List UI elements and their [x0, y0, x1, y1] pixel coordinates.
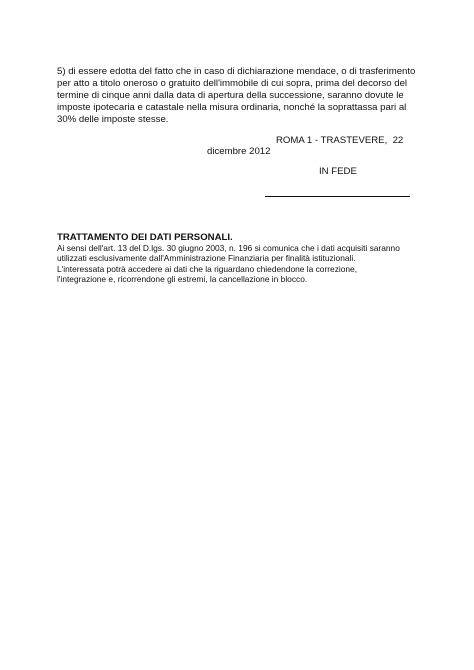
declaration-line: termine di cinque anni dalla data di apertura della successione, saranno dovute le	[57, 90, 404, 101]
declaration-line: per atto a titolo oneroso o gratuito dell'immobile di cui sopra, prima del decorso del	[57, 78, 408, 89]
privacy-line: utilizzati esclusivamente dall'Amministrazione Finanziaria per finalità istituzionali.	[57, 253, 356, 264]
in-fede-label: IN FEDE	[319, 166, 357, 177]
privacy-paragraph	[57, 243, 427, 285]
declaration-line: 30% delle imposte stesse.	[57, 114, 169, 125]
declaration-line: imposte ipotecaria e catastale nella misura ordinaria, nonché la soprattassa pari al	[57, 102, 407, 113]
privacy-line: L'interessata potrà accedere ai dati che la riguardano chiedendone la correzione,	[57, 263, 358, 274]
signature-date: dicembre 2012	[207, 146, 271, 157]
privacy-line: l'integrazione e, ricorrendone gli estremi, la cancellazione in blocco.	[57, 274, 308, 285]
privacy-line: Ai sensi dell'art. 13 del D.lgs. 30 giugno 2003, n. 196 si comunica che i dati acquisiti saranno	[57, 243, 400, 253]
signature-line	[265, 196, 410, 197]
privacy-title: TRATTAMENTO DEI DATI PERSONALI.	[57, 232, 233, 243]
signature-place: ROMA 1 - TRASTEVERE, 22	[276, 135, 404, 146]
declaration-paragraph	[57, 66, 425, 126]
declaration-line: 5) di essere edotta del fatto che in caso di dichiarazione mendace, o di trasferimento	[57, 66, 416, 77]
